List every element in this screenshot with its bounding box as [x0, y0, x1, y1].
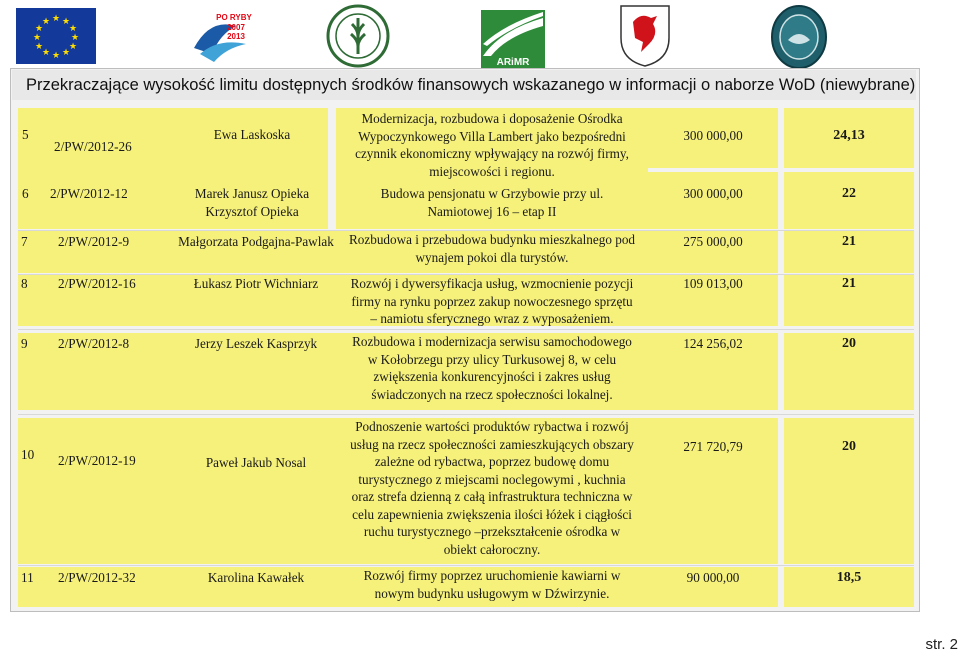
- logos-strip: [0, 0, 960, 70]
- svg-text:2007: 2007: [227, 23, 245, 32]
- amount-value: 275 000,00: [683, 234, 743, 249]
- cell-lp: [18, 275, 44, 326]
- row-nr: 2/PW/2012-8: [58, 336, 130, 351]
- points-value: 21: [842, 234, 856, 249]
- applicant-name: Karolina Kawałek: [207, 570, 305, 585]
- eu-flag-logo: [16, 8, 96, 64]
- arimr-logo: [481, 10, 545, 68]
- cell-amount: [648, 231, 778, 273]
- row-nr: 2/PW/2012-19: [58, 453, 136, 468]
- svg-text:★: ★: [41, 16, 51, 26]
- project-title: oraz strefa dzienną z całą infrastruktura techniczna w: [351, 489, 633, 504]
- row-lp: 11: [21, 570, 34, 585]
- svg-text:★: ★: [68, 41, 78, 51]
- row-nr: 2/PW/2012-16: [58, 276, 136, 291]
- applicant-name: Krzysztof Opieka: [205, 203, 299, 219]
- cell-name: [176, 418, 336, 564]
- project-title: nowym budynku usługowym w Dźwirzynie.: [374, 585, 610, 601]
- svg-text:★: ★: [70, 32, 80, 42]
- amount-value: 300 000,00: [683, 186, 743, 201]
- cell-nr: [44, 333, 176, 410]
- cell-points: [784, 418, 914, 564]
- cell-nr: [44, 108, 176, 229]
- svg-text:PO RYBY: PO RYBY: [216, 13, 252, 22]
- project-title: Rozwój firmy poprzez uruchomienie kawiarni w: [363, 568, 621, 583]
- svg-text:ARiMR: ARiMR: [496, 57, 530, 68]
- cell-amount: [648, 418, 778, 564]
- cell-name: [176, 108, 328, 229]
- points-value: 18,5: [836, 570, 862, 585]
- points-value: 22: [842, 186, 856, 201]
- row-nr: 2/PW/2012-26: [54, 139, 132, 154]
- cell-lp: [18, 333, 44, 410]
- cell-points: [784, 567, 914, 607]
- project-title: Modernizacja, rozbudowa i doposażenie Ośrodka: [361, 111, 623, 126]
- amount-value: 124 256,02: [683, 336, 743, 351]
- svg-text:2013: 2013: [227, 32, 245, 41]
- ministry-seal-logo: [326, 4, 390, 68]
- cell-amount: [648, 333, 778, 410]
- project-title: Budowa pensjonatu w Grzybowie przy ul.: [380, 186, 604, 201]
- cell-title: [336, 333, 648, 410]
- row-lp: 5: [22, 127, 29, 142]
- project-title: zależne od rybactwa, poprzez budowę domu: [374, 454, 610, 469]
- amount-value: 271 720,79: [683, 439, 743, 454]
- svg-text:★: ★: [61, 16, 71, 26]
- applicant-name: Jerzy Leszek Kasprzyk: [194, 336, 318, 351]
- project-title: w Kołobrzegu przy ulicy Turkusowej 8, w celu: [367, 351, 617, 367]
- row-separator: [18, 230, 914, 231]
- project-title: – namiotu sferycznego wraz z wyposażeniem.: [370, 311, 614, 326]
- svg-text:★: ★: [51, 13, 61, 23]
- project-title: Wypoczynkowego Villa Lambert jako bezpośredni: [358, 128, 626, 144]
- page-number: str. 2: [925, 636, 958, 653]
- project-title: ruchu turystycznego –przekształcenie ośrodka w: [363, 524, 621, 539]
- cell-points: [784, 333, 914, 410]
- svg-text:★: ★: [51, 50, 61, 60]
- cell-amount: [648, 172, 778, 229]
- project-title: firmy na rynku poprzez zakup nowoczesnego sprzętu: [351, 293, 633, 309]
- cell-points: [784, 108, 914, 168]
- applicant-name: Paweł Jakub Nosal: [205, 455, 307, 470]
- region-crest-logo: [619, 4, 671, 68]
- cell-points: [784, 172, 914, 229]
- svg-text:★: ★: [34, 23, 44, 33]
- row-lp: 9: [21, 336, 28, 351]
- cell-name: [176, 333, 336, 410]
- cell-lp: [18, 418, 44, 564]
- row-separator: [18, 274, 914, 275]
- row-lp: 8: [21, 276, 28, 291]
- row-lp: 6: [22, 186, 29, 201]
- project-title: Rozbudowa i modernizacja serwisu samochodowego: [352, 334, 632, 349]
- project-title: turystycznego z miejscami noclegowymi , kuchnia: [358, 471, 626, 487]
- points-value: 24,13: [833, 128, 865, 143]
- project-title: usług na rzecz społeczności zamieszkujących obszary: [350, 436, 634, 452]
- cell-points: [784, 275, 914, 326]
- fisheries-group-seal-logo: [770, 4, 828, 70]
- applicant-name: Małgorzata Podgajna-Pawlak: [178, 234, 334, 249]
- cell-amount: [648, 108, 778, 168]
- row-separator: [18, 329, 914, 330]
- project-title: czynnik ekonomiczny wpływający na rozwój firmy,: [355, 146, 629, 161]
- project-title: Podnoszenie wartości produktów rybactwa i rozwój: [355, 419, 629, 434]
- applicant-name: Ewa Laskoska: [213, 127, 291, 142]
- project-title: Namiotowej 16 – etap II: [427, 203, 557, 219]
- cell-title: [336, 567, 648, 607]
- cell-lp: [18, 108, 44, 229]
- row-nr: 2/PW/2012-9: [58, 234, 130, 249]
- project-title: świadczonych na rzecz społeczności lokalnej.: [371, 386, 613, 402]
- cell-points: [784, 231, 914, 273]
- amount-value: 109 013,00: [683, 276, 743, 291]
- cell-nr: [44, 567, 176, 607]
- row-nr: 2/PW/2012-32: [58, 570, 136, 585]
- cell-title: [336, 108, 648, 229]
- po-ryby-logo: [190, 8, 256, 64]
- svg-text:★: ★: [41, 47, 51, 57]
- amount-value: 90 000,00: [686, 570, 740, 585]
- svg-text:★: ★: [34, 41, 44, 51]
- project-title: miejscowości i regionu.: [429, 163, 555, 179]
- points-value: 21: [842, 276, 856, 291]
- project-title: Rozbudowa i przebudowa budynku mieszkalnego pod: [348, 232, 636, 247]
- project-title: Rozwój i dywersyfikacja usług, wzmocnienie pozycji: [350, 276, 634, 291]
- row-lp: 7: [21, 234, 28, 249]
- row-separator: [18, 565, 914, 566]
- amount-value: 300 000,00: [683, 128, 743, 143]
- cell-nr: [44, 418, 176, 564]
- points-value: 20: [842, 336, 856, 351]
- points-value: 20: [842, 439, 856, 454]
- row-separator: [18, 414, 914, 415]
- row-lp: 10: [21, 447, 35, 462]
- cell-title: [336, 231, 648, 273]
- project-title: obiekt całoroczny.: [443, 541, 541, 557]
- applicant-name: Marek Janusz Opieka: [194, 186, 310, 201]
- applicant-name: Łukasz Piotr Wichniarz: [193, 276, 319, 291]
- cell-lp: [18, 567, 44, 607]
- project-title: wynajem pokoi dla turystów.: [415, 249, 569, 265]
- cell-name: [176, 231, 336, 273]
- project-title: zwiększenia konkurencyjności i zakres usług: [373, 369, 611, 384]
- svg-text:★: ★: [32, 32, 42, 42]
- project-title: celu zapewnienia zwiększenia ilości łóżek i ciągłości: [352, 506, 632, 522]
- cell-name: [176, 275, 336, 326]
- svg-text:★: ★: [68, 23, 78, 33]
- cell-title: [336, 275, 648, 326]
- section-header: Przekraczające wysokość limitu dostępnych środków finansowych wskazanego w informacji o naborze WoD (niewybrane): [12, 70, 916, 100]
- cell-nr: [44, 231, 176, 273]
- cell-amount: [648, 275, 778, 326]
- cell-lp: [18, 231, 44, 273]
- cell-name: [176, 567, 336, 607]
- cell-nr: [44, 275, 176, 326]
- cell-title: [336, 418, 648, 564]
- svg-text:★: ★: [61, 47, 71, 57]
- row-nr: 2/PW/2012-12: [50, 186, 128, 201]
- cell-amount: [648, 567, 778, 607]
